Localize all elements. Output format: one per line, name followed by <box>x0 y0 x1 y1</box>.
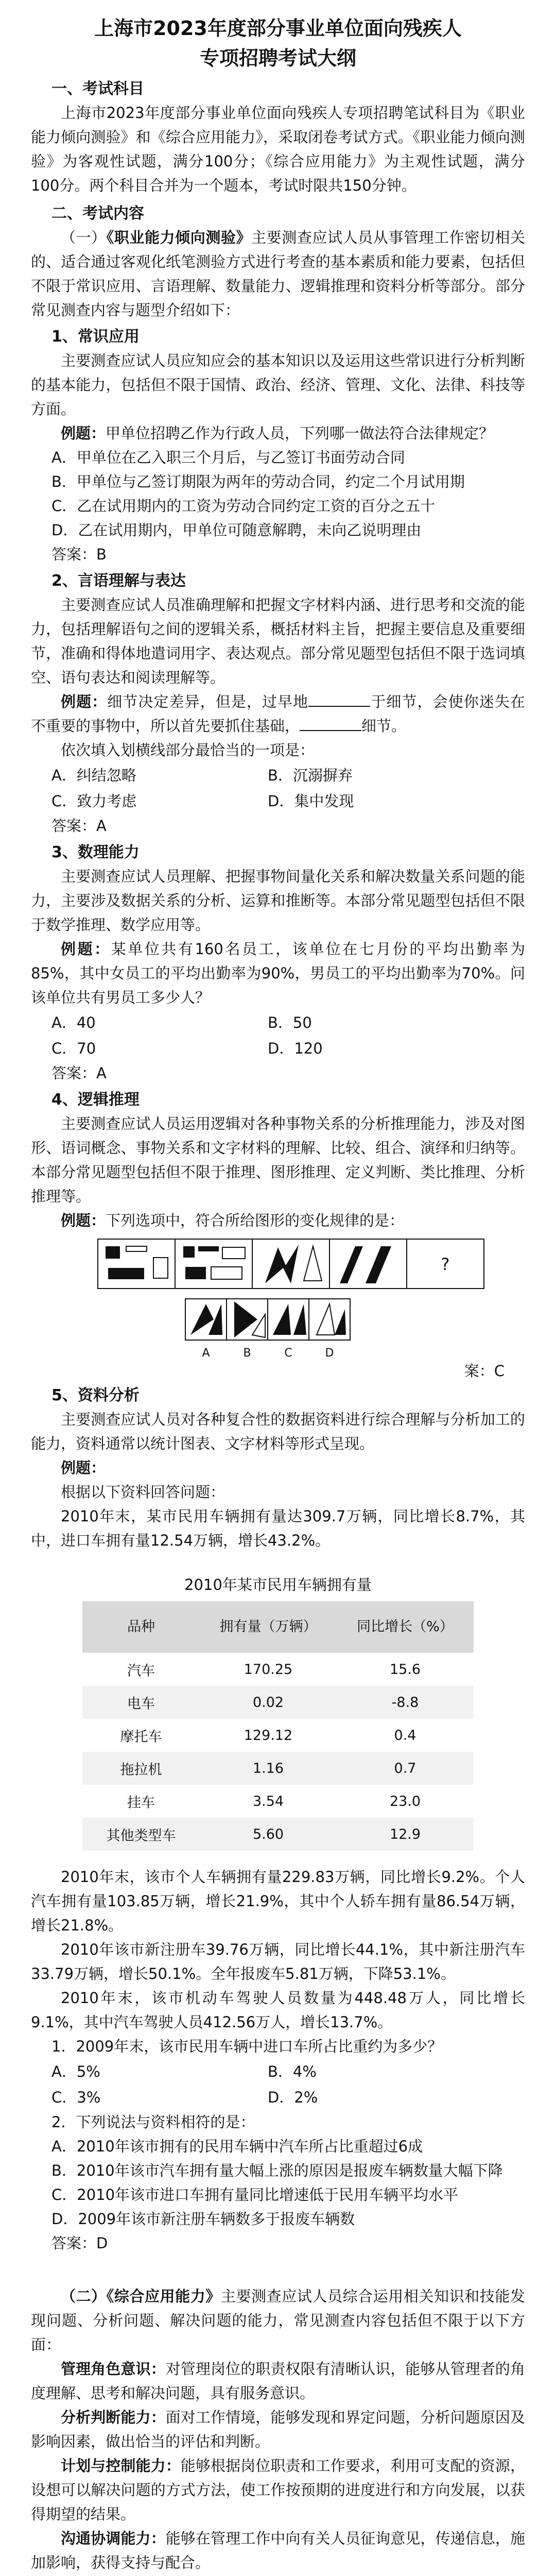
figure-question-box <box>407 1239 484 1289</box>
vehicle-table <box>82 1601 474 1851</box>
answer: 答案：A <box>51 1064 107 1082</box>
answer: 案：C <box>464 1362 505 1380</box>
option: B．4% <box>268 2063 317 2080</box>
option: D．乙在试用期内，甲单位可随意解聘，未向乙说明理由 <box>51 521 422 539</box>
table-row <box>82 1785 474 1818</box>
applied-item-text: 面对工作情境，能够发现和界定问题，分析问题原因及影响因素，做出恰当的评估和判断。 <box>31 2409 525 2450</box>
table-cell: 15.6 <box>389 1661 421 1677</box>
option: D．120 <box>268 1040 323 1057</box>
option: C．致力考虑 <box>51 792 137 810</box>
applied-intro <box>31 2284 525 2357</box>
figure-option-d <box>309 1299 350 1360</box>
table-cell: 12.9 <box>389 1826 421 1842</box>
answer: 答案：A <box>51 817 107 835</box>
option: A．2010年该市拥有的民用车辆中汽车所占比重超过6成 <box>51 2138 423 2155</box>
table-cell: 挂车 <box>127 1794 155 1811</box>
table-header-cell: 品种 <box>127 1619 155 1635</box>
figure-option-label: A <box>202 1347 210 1360</box>
intro-prefix: （二） <box>61 2287 107 2305</box>
data-analysis-p3: 2010年该市新注册车39.76万辆，同比增长44.1%，其中新注册汽车33.79万辆，增长50.1%。全年报废车5.81万辆，下降53.1%。 <box>31 1941 525 1982</box>
intro-bold-title: 《职业能力倾向测验》 <box>106 229 252 246</box>
table-row <box>82 1818 474 1851</box>
table-cell: 5.60 <box>252 1826 284 1842</box>
example-text: 甲单位招聘乙作为行政人员，下列哪一做法符合法律规定？ <box>106 425 494 442</box>
option: D．2009年该市新注册车辆数多于报废车辆数 <box>51 2210 355 2228</box>
option: B．甲单位与乙签订期限为两年的劳动合同，约定二个月试用期 <box>51 473 465 490</box>
option-grid <box>51 2059 525 2110</box>
applied-item-text: 对管理岗位的职责权限有清晰认识，能够从管理者的角度理解、思考和解决问题，具有服务意识。 <box>31 2360 525 2402</box>
applied-item-label: 沟通协调能力： <box>61 2530 166 2547</box>
data-analysis-p1: 2010年末，某市民用车辆拥有量达309.7万辆，同比增长8.7%，其中，进口车拥有量12.54万辆，增长43.2%。 <box>31 1507 525 1549</box>
question-mark: ? <box>441 1255 450 1274</box>
fill-blank <box>308 690 370 707</box>
applied-item <box>31 2454 525 2527</box>
option: B．50 <box>268 1014 312 1031</box>
table-cell: 其他类型车 <box>106 1827 176 1844</box>
subjects-paragraph: 上海市2023年度部分事业单位面向残疾人专项招聘笔试科目为《职业能力倾向测验》和《综合应用能力》，采取闭卷考试方式。《职业能力倾向测验》为客观性试题，满分100分；《综合应用能力》为主观性试题，满分100分。两个科目合并为一个题本，考试时限共150分钟。 <box>31 104 525 194</box>
option: B．2010年该市汽车拥有量大幅上涨的原因是报废车辆数量大幅下降 <box>51 2162 503 2179</box>
table-row <box>82 1686 474 1719</box>
option-grid <box>51 1010 525 1061</box>
example-text: 某单位共有160名员工，该单位在七月份的平均出勤率为85%，其中女员工的平均出勤率为90%，男员工的平均出勤率为70%。问该单位共有男员工多少人？ <box>31 940 525 1006</box>
option: D．2% <box>268 2089 318 2106</box>
verbal-example <box>31 690 525 738</box>
logic-example <box>31 1209 525 1233</box>
figure-stem-2 <box>175 1239 252 1289</box>
applied-item-label: 管理角色意识： <box>61 2360 166 2378</box>
section-heading-subjects: 一、考试科目 <box>51 80 144 98</box>
data-analysis-p4: 2010年末，该市机动车驾驶人员数量为448.48万人，同比增长9.1%，其中汽车驾驶人员412.56万人，增长13.7%。 <box>31 1989 525 2031</box>
section-heading-content: 二、考试内容 <box>51 205 144 223</box>
option: A．5% <box>51 2063 100 2080</box>
verbal-instruction: 依次填入划横线部分最恰当的一项是： <box>61 741 315 759</box>
intro-prefix: （一） <box>61 229 107 246</box>
option: B．沉溺摒弃 <box>268 767 353 784</box>
figure-option-b <box>227 1299 268 1360</box>
common-sense-desc: 主要测查应试人员应知应会的基本知识以及运用这些常识进行分析判断的基本能力，包括但不限于国情、政治、经济、管理、文化、法律、科技等方面。 <box>31 352 525 418</box>
applied-item-text: 能够根据岗位职责和工作要求，利用可支配的资源，设想可以解决问题的方式方法，使工作按预期的进度进行和方向发展，以获得期望的结果。 <box>31 2457 525 2523</box>
table-cell: 1.16 <box>252 1760 284 1776</box>
title-line-2: 专项招聘考试大纲 <box>199 47 356 70</box>
question-1: 1．2009年末，该市民用车辆中进口车所占比重约为多少？ <box>51 2038 443 2055</box>
applied-item <box>31 2527 525 2575</box>
data-analysis-intro: 根据以下资料回答问题： <box>61 1483 225 1501</box>
table-cell: 汽车 <box>127 1663 155 1679</box>
table-header-cell: 拥有量（万辆） <box>219 1619 317 1635</box>
question-2: 2．下列说法与资料相符的是： <box>51 2113 255 2131</box>
category-heading-common-sense: 1、常识应用 <box>51 328 140 346</box>
table-cell: -8.8 <box>391 1694 419 1710</box>
figure-svg <box>31 1237 525 1361</box>
figure-reasoning-puzzle <box>31 1237 525 1361</box>
table-row <box>82 1719 474 1752</box>
option: C．70 <box>51 1040 96 1057</box>
common-sense-example <box>31 421 525 446</box>
table-cell: 0.02 <box>252 1694 284 1710</box>
example-text: 细节决定差异，但是，过早地 <box>107 693 309 710</box>
example-label: 例题： <box>61 425 106 442</box>
title-line-1: 上海市2023年度部分事业单位面向残疾人 <box>94 17 462 40</box>
intro-bold-title: 《综合应用能力》 <box>106 2287 221 2305</box>
option: C．2010年该市进口车拥有量同比增速低于民用车辆平均水平 <box>51 2186 459 2204</box>
figure-option-label: B <box>243 1347 251 1360</box>
category-heading-data-analysis: 5、资料分析 <box>51 1386 140 1404</box>
quantitative-example <box>31 937 525 1010</box>
applied-item-label: 计划与控制能力： <box>61 2457 181 2475</box>
answer: 答案：D <box>51 2234 108 2252</box>
category-heading-verbal: 2、言语理解与表达 <box>51 572 186 590</box>
applied-item-label: 分析判断能力： <box>61 2409 166 2426</box>
table-header-cell: 同比增长（%） <box>357 1619 454 1635</box>
table-caption: 2010年某市民用车辆拥有量 <box>184 1576 372 1594</box>
option: C．乙在试用期内的工资为劳动合同约定工资的百分之五十 <box>51 497 436 515</box>
applied-item-text: 能够在管理工作中向有关人员征询意见，传递信息，施加影响，获得支持与配合。 <box>31 2530 525 2571</box>
example-label: 例题： <box>61 1212 106 1229</box>
figure-option-a <box>185 1299 227 1360</box>
data-analysis-desc: 主要测查应试人员对各种复合性的数据资料进行综合理解与分析加工的能力，资料通常以统计图表、文字材料等形式呈现。 <box>31 1411 525 1452</box>
table-cell: 摩托车 <box>120 1728 162 1745</box>
table-header-row <box>82 1601 474 1653</box>
example-text: 下列选项中，符合所给图形的变化规律的是： <box>106 1212 405 1229</box>
answer: 答案：B <box>51 546 107 563</box>
table-row <box>82 1653 474 1686</box>
aptitude-intro <box>31 226 525 323</box>
fill-blank <box>300 715 361 731</box>
option: A．40 <box>51 1014 96 1031</box>
figure-option-c <box>268 1299 309 1360</box>
option: A．纠结忽略 <box>51 767 136 784</box>
example-text: 于细节，会使你迷失在不重要的事物中，所以首先要抓住基础， <box>31 693 525 735</box>
data-analysis-p2: 2010年末，该市个人车辆拥有量229.83万辆，同比增长9.2%。个人汽车拥有量103.85万辆，增长21.9%，其中个人轿车拥有量86.54万辆，增长21.8%。 <box>31 1868 525 1934</box>
logic-desc: 主要测查应试人员运用逻辑对各种事物关系的分析推理能力，涉及对图形、语词概念、事物关系和文字材料的理解、比较、组合、演绎和归纳等。本部分常见题型包括但不限于推理、图形推理、定义判断、类比推理、分析推理等。 <box>31 1115 525 1205</box>
figure-option-label: C <box>284 1347 292 1360</box>
table-cell: 129.12 <box>244 1727 293 1743</box>
table-row <box>82 1752 474 1785</box>
table-cell: 23.0 <box>389 1793 421 1809</box>
intro-rest: 主要测查应试人员综合运用相关知识和技能发现问题、分析问题、解决问题的能力，常见测查内容包括但不限于以下方面： <box>31 2287 525 2353</box>
category-heading-quantitative: 3、数理能力 <box>51 843 140 861</box>
figure-stem-3 <box>252 1239 329 1289</box>
example-text: 细节。 <box>361 717 407 735</box>
table-cell: 0.4 <box>394 1727 416 1743</box>
figure-stem-4 <box>329 1239 407 1289</box>
quantitative-desc: 主要测查应试人员理解、把握事物间量化关系和解决数量关系问题的能力，主要涉及数据关系的分析、运算和推断等。本部分常见题型包括但不限于数学推理、数学应用等。 <box>31 868 525 934</box>
applied-item <box>31 2405 525 2454</box>
option: C．3% <box>51 2089 101 2106</box>
option: D．集中发现 <box>268 792 354 810</box>
table-cell: 3.54 <box>252 1793 284 1809</box>
figure-option-label: D <box>325 1347 334 1360</box>
intro-rest: 主要测查应试人员从事管理工作密切相关的、适合通过客观化纸笔测验方式进行考查的基本素质和能力要素，包括但不限于常识应用、言语理解、数量能力、逻辑推理和资料分析等部分。部分常见测查内容与题型介绍如下： <box>31 229 525 319</box>
example-label: 例题： <box>61 940 111 958</box>
applied-item <box>31 2357 525 2405</box>
example-label: 例题： <box>61 1459 106 1477</box>
verbal-desc: 主要测查应试人员准确理解和把握文字材料内涵、进行思考和交流的能力，包括理解语句之间的逻辑关系，概括材料主旨，把握主要信息及重要细节，准确和得体地遣词用字、表达观点。部分常见题型包括但不限于选词填空、语句表达和阅读理解等。 <box>31 596 525 686</box>
table-cell: 电车 <box>127 1696 155 1712</box>
option: A．甲单位在乙入职三个月后，与乙签订书面劳动合同 <box>51 449 405 466</box>
table-cell: 0.7 <box>394 1760 416 1776</box>
option-grid <box>51 762 525 814</box>
example-label: 例题： <box>61 693 108 710</box>
data-analysis-example-label <box>31 1456 525 1480</box>
table-cell: 拖拉机 <box>120 1761 162 1778</box>
table-cell: 170.25 <box>244 1661 293 1677</box>
figure-stem-1 <box>98 1239 175 1289</box>
category-heading-logic: 4、逻辑推理 <box>51 1091 140 1109</box>
